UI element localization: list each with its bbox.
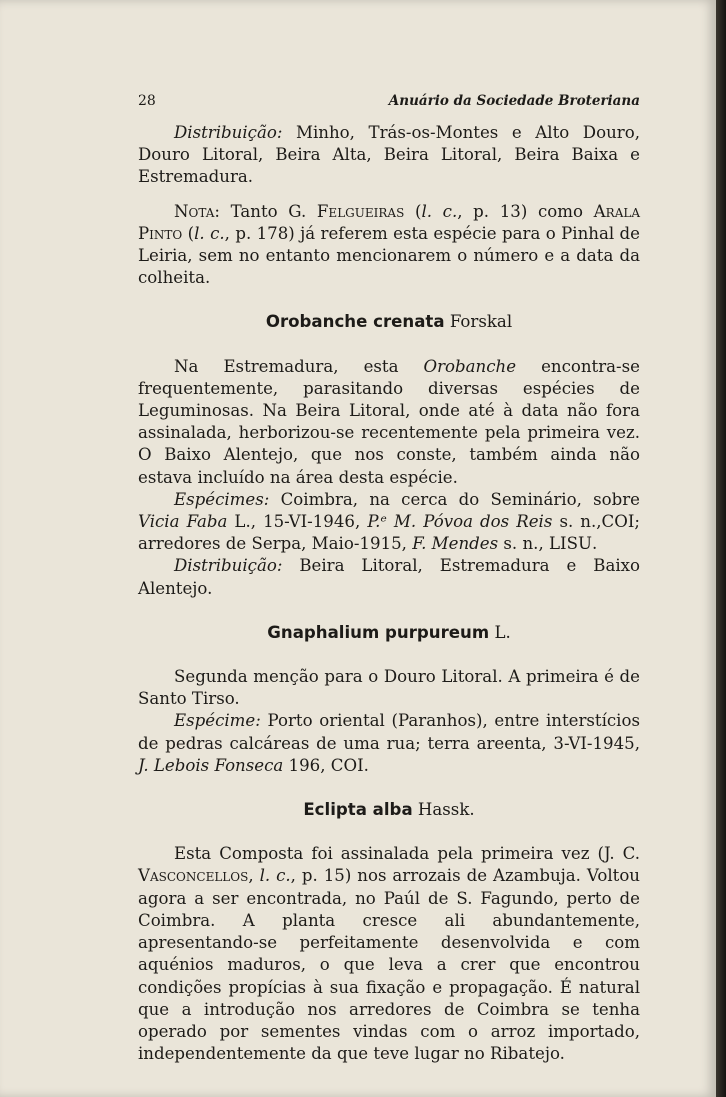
author-arala-pinto: Arala Pinto [138, 201, 640, 243]
species-author: Hassk. [417, 800, 475, 820]
note-paragraph: Nota: Tanto G. Felgueiras (l. c., p. 13) como Arala Pinto (l. c., p. 178) já referem esta espécie para o Pinhal de Leiria, sem no entanto mencionarem o número e a data da colheita. [138, 201, 640, 288]
gnaphalium-specimen: Espécime: Porto oriental (Paranhos), entre interstícios de pedras calcáreas de uma rua; terra areenta, 3-VI-1945, J. Lebois Fonseca 196, COI. [138, 711, 640, 775]
species-name: Eclipta alba [303, 800, 413, 820]
species-author: Forskal [449, 312, 513, 332]
species-name: Orobanche crenata [265, 312, 445, 332]
distribution-text: Minho, Trás-os-Montes e Alto Douro, Douro Litoral, Beira Alta, Beira Litoral, Beira Baixa e Estremadura. [138, 123, 640, 187]
species-name: Gnaphalium purpureum [267, 622, 490, 642]
running-title: Anuário da Sociedade Broteriana [388, 93, 640, 109]
distribution-label: Distribuição: [174, 556, 283, 576]
orobanche-paragraph: Na Estremadura, esta Orobanche encontra-se frequentemente, parasitando diversas espécies de Leguminosas. Na Beira Litoral, onde até à data não fora assinalada, herborizou-se recentemente pela primeira vez. O Baixo Alentejo, que nos conste, também ainda não estava incluído na área desta espécie. [138, 356, 640, 487]
orobanche-specimens: Espécimes: Coimbra, na cerca do Seminário, sobre Vicia Faba L., 15-VI-1946, P.ᵉ M. Póvoa dos Reis s. n.,COI; arredores de Serpa, Maio-1915, F. Mendes s. n., LISU. [138, 489, 640, 554]
author-vasconcellos: Vasconcellos [138, 866, 249, 886]
page-header [138, 92, 640, 110]
page-text-block [138, 92, 640, 1065]
orobanche-distribution: Distribuição: Beira Litoral, Estremadura e Baixo Alentejo. [138, 556, 640, 598]
species-author: L. [494, 622, 511, 642]
species-heading-gnaphalium [138, 622, 640, 644]
species-heading-eclipta [138, 799, 640, 821]
page-edge [716, 0, 726, 1097]
gnaphalium-paragraph: Segunda menção para o Douro Litoral. A primeira é de Santo Tirso. [138, 667, 640, 709]
page-number: 28 [138, 93, 156, 109]
author-felgueiras: Felgueiras [316, 201, 405, 221]
note-label: Nota [174, 201, 215, 221]
specimens-label: Espécimes: [174, 489, 270, 509]
distribution-paragraph-1 [138, 122, 640, 189]
species-heading-orobanche [138, 311, 640, 333]
specimen-label: Espécime: [174, 711, 261, 731]
eclipta-paragraph: Esta Composta foi assinalada pela primeira vez (J. C. Vasconcellos, l. c., p. 15) nos arrozais de Azambuja. Voltou agora a ser encontrada, no Paúl de S. Fagundo, perto de Coimbra. A planta cresce ali abundantemente, apresentando-se perfeitamente desenvolvida e com aquénios maduros, o que leva a crer que encontrou condições propícias à sua fixação e propagação. É natural que a introdução nos arredores de Coimbra se tenha operado por sementes vindas com o arroz importado, independentemente da que teve lugar no Ribatejo. [138, 844, 640, 1064]
distribution-label: Distribuição: [174, 123, 283, 142]
